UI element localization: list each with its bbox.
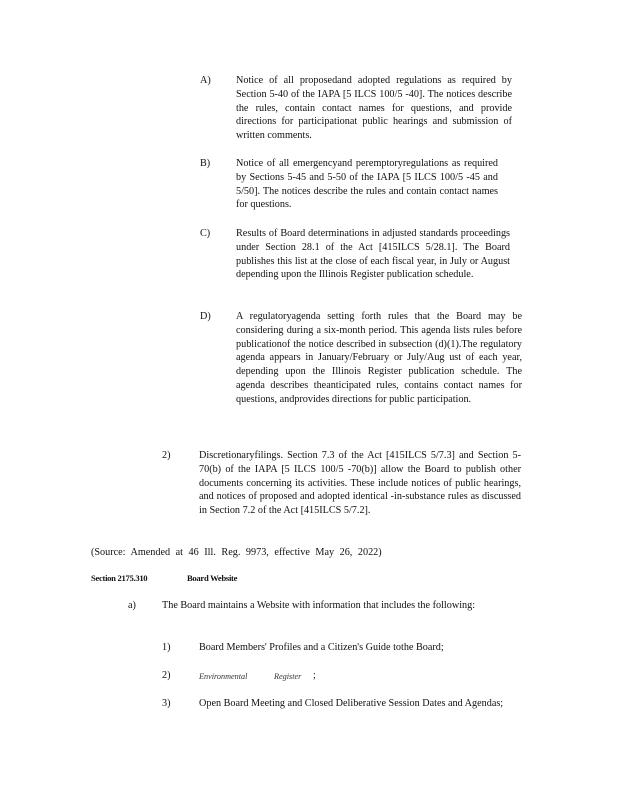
section-title: Board Website: [187, 573, 238, 583]
item-d-label: D): [200, 311, 211, 322]
item-b-label: B): [200, 158, 211, 169]
list-item-2-text-a: Environmental: [199, 672, 248, 681]
list-item-2-label: 2): [162, 670, 171, 681]
list-item-3-label: 3): [162, 698, 171, 709]
list-item-1-text: Board Members' Profiles and a Citizen's Guide tothe Board;: [199, 642, 444, 653]
item-a-label: A): [200, 75, 211, 86]
subsection-a-label: a): [128, 600, 136, 611]
source-note: (Source: Amended at 46 Ill. Reg. 9973, effective May 26, 2022): [91, 547, 382, 558]
item-c-text: Results of Board determinations in adjusted standards proceedings under Section 28.1 of the Act [415ILCS 5/28.1]. The Board publishes this list at the close of each fiscal year, in July or August depending upon the Illinois Register publication schedule.: [236, 228, 510, 281]
list-item-2-text-c: ;: [313, 670, 316, 681]
subsection-a-text: The Board maintains a Website with information that includes the following:: [162, 600, 476, 611]
list-item-1-label: 1): [162, 642, 171, 653]
item-2-label: 2): [162, 450, 171, 461]
item-a-text: Notice of all proposedand adopted regulations as required by Section 5-40 of the IAPA [5 ILCS 100/5 -40]. The notices describe the rules, contain contact names for questions, and provide directions for participationat public hearings and submission of written comments.: [236, 75, 512, 142]
item-c-label: C): [200, 228, 211, 239]
list-item-2-text-b: Register: [274, 672, 302, 681]
item-b-text: Notice of all emergencyand peremptoryregulations as required by Sections 5-45 and 5-50 of the IAPA [5 ILCS 100/5 -45 and 5/50]. The notices describe the rules and contain contact names for questions.: [236, 158, 498, 211]
item-2-text: Discretionaryfilings. Section 7.3 of the Act [415ILCS 5/7.3] and Section 5-70(b) of the IAPA [5 ILCS 100/5 -70(b)] allow the Board to publish other documents concerning its activities. These include notices of public hearings, and notices of proposed and adopted identical -in-substance rules as discussed in Section 7.2 of the Act [415ILCS 5/7.2].: [199, 450, 521, 517]
list-item-3-text: Open Board Meeting and Closed Deliberative Session Dates and Agendas;: [199, 698, 504, 709]
section-number: Section 2175.310: [91, 573, 148, 583]
item-d-text: A regulatoryagenda setting forth rules that the Board may be considering during a six-month period. This agenda lists rules before publicationof the notice described in subsection (d)(1).The regulatory agenda appears in January/February or July/Aug ust of each year, depending upon the Illinois Register publication schedule. The agenda describes theanticipated rules, contains contact names for questions, andprovides directions for public participation.: [236, 311, 522, 405]
